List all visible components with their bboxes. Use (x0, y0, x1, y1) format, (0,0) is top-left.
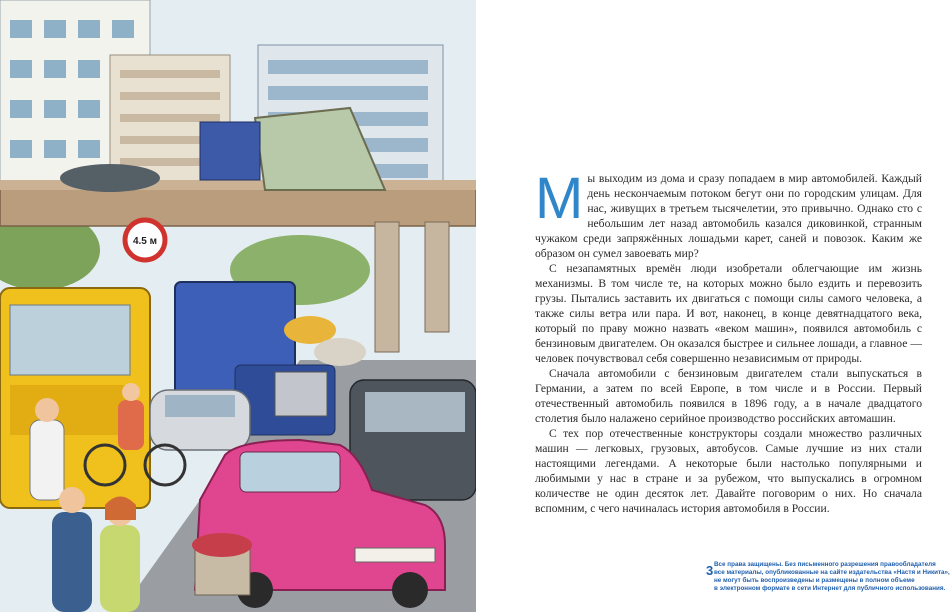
silver-car (150, 390, 250, 450)
planter-flowers (192, 533, 252, 557)
car-on-bridge (60, 164, 160, 192)
copyright-line: все материалы, опубликованные на сайте издательства «Настя и Никита», (714, 569, 950, 576)
pedestrian-girl (100, 497, 140, 612)
copyright-line: в электронном формате в сети Интернет для публичного использования. (714, 585, 946, 592)
truck-on-bridge (200, 122, 260, 180)
overpass-bridge (0, 188, 476, 226)
paragraph-3: Сначала автомобили с бензиновым двигателем стали выпускаться в Германии, а затем по всей Европе, в том числе и в России. Первый отечественный автомобиль появился в 1896 году, а в начале двадцатого столетия было налажено серийное производство российских автомашин. (535, 367, 922, 425)
sign-text: 4.5 м (132, 236, 158, 247)
copyright-notice (714, 561, 950, 593)
drop-cap: М (535, 166, 584, 231)
article-body (535, 166, 922, 516)
paragraph-2: С незапамятных времён люди изобретали облегчающие им жизнь механизмы. В том числе те, на которых можно было ездить и перевозить грузы. Пытались заставить их двигаться с помощи силы самого человека, а также силы ветра или пара. И вот, наконец, в конце девятнадцатого века, который по праву можно назвать «веком машин», появился автомобиль с бензиновым двигателем. Он оказался быстрее и сильнее лошади, а главное — человек почувствовал себя совершенно независимым от природы. (535, 262, 922, 365)
bridge-pillar (375, 222, 399, 352)
copyright-line: не могут быть воспроизведены и размещены в полном объеме (714, 577, 915, 584)
paragraph-1-text: ы выходим из дома и сразу попадаем в мир автомобилей. Каждый день нескончаемым потоком бегут они по городским улицам. Для нас, живущих в третьем тысячелетии, это привычно. Однако сто с небольшим лет назад автомобиль казался диковинкой, странным чужаком среди запряжённых лошадьми карет, саней и повозок. Каким же образом он сумел завоевать мир? (535, 172, 922, 260)
paragraph-4: С тех пор отечественные конструкторы создали множество различных машин — легковых, грузовых, автобусов. Самые лучшие из них стали настоящими легендами. А некоторые были настолько популярными и любимыми у нас в стране и за рубежом, что выпускались в огромном количестве не один десяток лет. Давайте поговорим о них. Но сначала вспомним, с чего начиналась история автомобиля в России. (535, 427, 922, 515)
copyright-line: Все права защищены. Без письменного разрешения правообладателя (714, 561, 936, 568)
bridge-pillar-2 (425, 222, 449, 332)
height-limit-sign (125, 220, 165, 260)
page-number: 3 (706, 563, 714, 578)
paragraph-1 (535, 166, 922, 261)
text-page (476, 0, 952, 612)
white-car-distant (314, 338, 366, 366)
